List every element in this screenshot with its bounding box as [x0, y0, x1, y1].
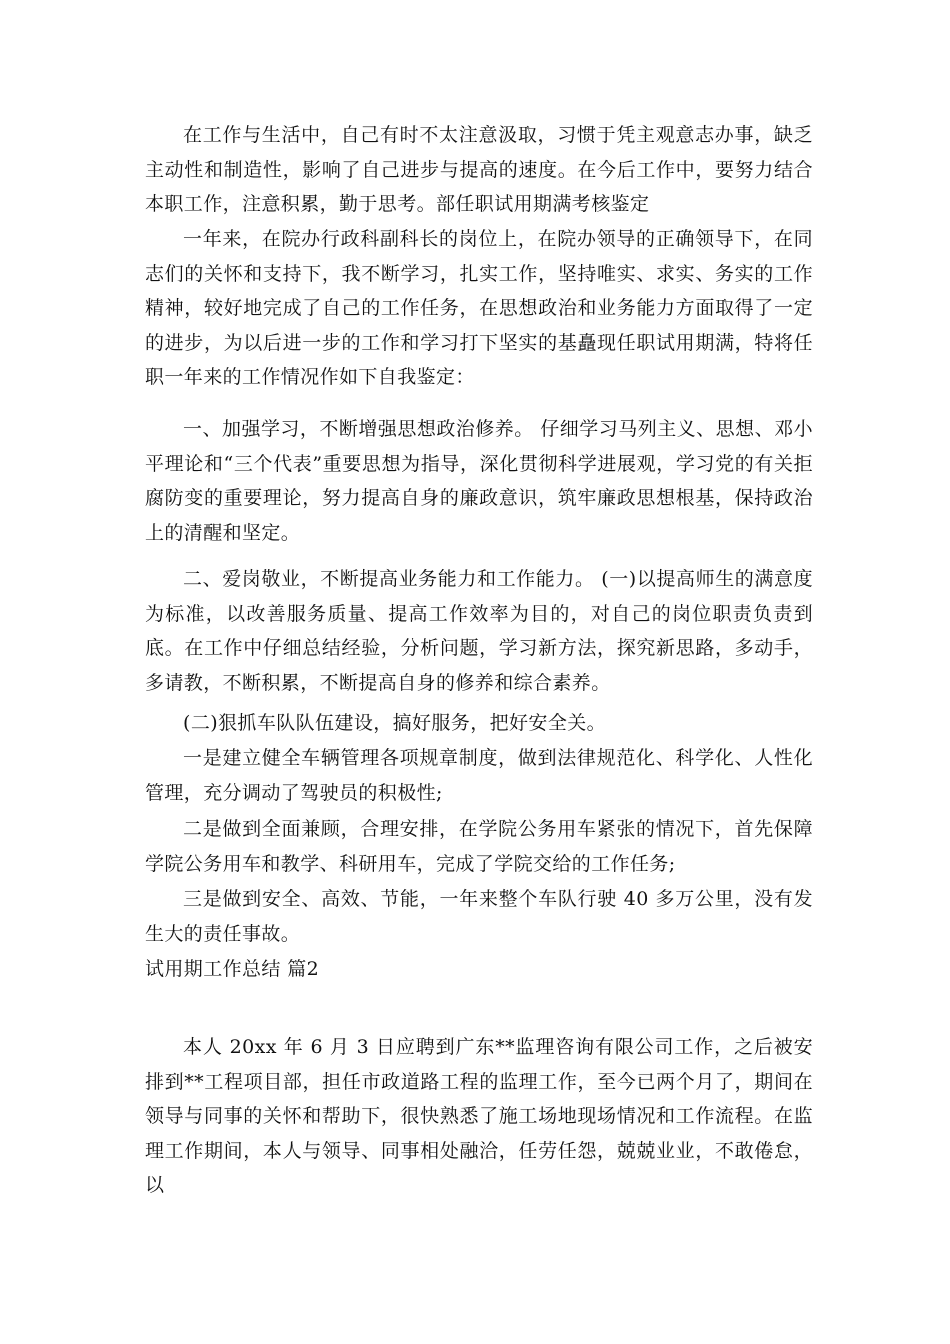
paragraph-employment-intro: 本人 20xx 年 6 月 3 日应聘到广东**监理咨询有限公司工作，之后被安排到**工程项目部，担任市政道路工程的监理工作，至今已两个月了，期间在领导与同事的关怀和帮助下，很快熟悉了施工场地现场情况和工作流程。在监理工作期间，本人与领导、同事相处融洽，任劳任怨，兢兢业业，不敢倦怠，以 [145, 1036, 813, 1197]
paragraph-political-study: 一、加强学习，不断增强思想政治修养。 仔细学习马列主义、思想、邓小平理论和“三个代表”重要思想为指导，深化贯彻科学进展观，学习党的有关拒腐防变的重要理论，努力提高自身的廉政意识，筑牢廉政思想根基，保持政治上的清醒和坚定。 [145, 418, 813, 544]
paragraph-vehicle-rules: 一是建立健全车辆管理各项规章制度，做到法律规范化、科学化、人性化管理，充分调动了驾驶员的积极性; [145, 747, 813, 804]
paragraph-dedication: 二、爱岗敬业，不断提高业务能力和工作能力。 (一)以提高师生的满意度为标准，以改善服务质量、提高工作效率为目的，对自己的岗位职责负责到底。在工作中仔细总结经验，分析问题，学习新方法，探究新思路，多动手，多请教，不断积累，不断提高自身的修养和综合素养。 [145, 568, 813, 694]
paragraph-arrangement: 二是做到全面兼顾，合理安排，在学院公务用车紧张的情况下，首先保障学院公务用车和教学、科研用车，完成了学院交给的工作任务; [145, 818, 813, 875]
paragraph-fleet-building: (二)狠抓车队队伍建设，搞好服务，把好安全关。 [183, 712, 607, 734]
section-heading: 试用期工作总结 篇2 [145, 958, 320, 980]
paragraph-year-summary: 一年来，在院办行政科副科长的岗位上，在院办领导的正确领导下，在同志们的关怀和支持下，我不断学习，扎实工作，坚持唯实、求实、务实的工作精神，较好地完成了自己的工作任务，在思想政治和业务能力方面取得了一定的进步，为以后进一步的工作和学习打下坚实的基矗现任职试用期满，特将任职一年来的工作情况作如下自我鉴定： [145, 228, 813, 389]
paragraph-safety: 三是做到安全、高效、节能，一年来整个车队行驶 40 多万公里，没有发生大的责任事故。 [145, 888, 813, 945]
paragraph-self-reflection: 在工作与生活中，自己有时不太注意汲取，习惯于凭主观意志办事，缺乏主动性和制造性，影响了自己进步与提高的速度。在今后工作中，要努力结合本职工作，注意积累，勤于思考。部任职试用期满考核鉴定 [145, 124, 813, 216]
